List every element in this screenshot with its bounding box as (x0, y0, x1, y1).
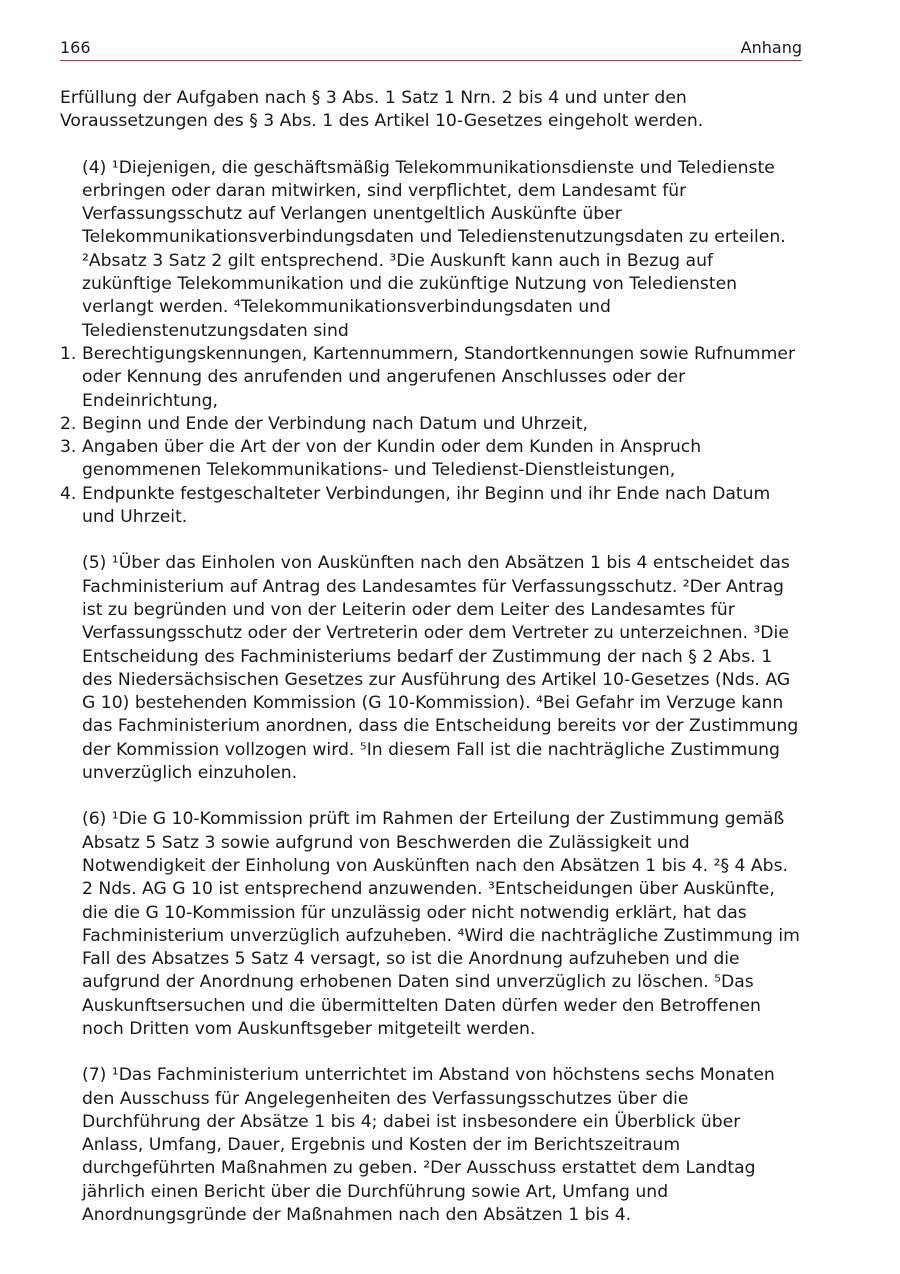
section-title: Anhang (740, 38, 802, 57)
list-item (60, 343, 802, 413)
running-header (60, 36, 802, 61)
list-item-number: 1. (60, 343, 77, 364)
list-item-number: 4. (60, 483, 77, 504)
page-number: 166 (60, 38, 91, 57)
list-item-text: Angaben über die Art der von der Kundin oder dem Kunden in Anspruch genommenen Telekommunikations- und Teledienst-Dienstleistungen, (82, 437, 702, 481)
list-item-text: Endpunkte festgeschalteter Verbindungen, ihr Beginn und ihr Ende nach Datum und Uhrzeit. (82, 483, 771, 528)
page-body (60, 87, 802, 1227)
paragraph-4: (4) ¹Diejenigen, die geschäftsmäßig Telekommunikationsdienste und Teledienste erbringen oder daran mitwirken, sind verpflichtet, dem Landesamt für Verfassungsschutz auf Verlangen unentgeltlich Auskünfte über Telekommunikationsverbindungsdaten und Teledienstenutzungsdaten zu erteilen. ²Absatz 3 Satz 2 gilt entsprechend. ³Die Auskunft kann auch in Bezug auf zukünftige Telekommunikation und die zukünftige Nutzung von Telediensten verlangt werden. ⁴Telekommunikationsverbindungsdaten und Teledienstenutzungsdaten sind (82, 157, 786, 341)
list-item-number: 2. (60, 413, 77, 434)
list-item-number: 3. (60, 437, 77, 458)
list-item (60, 413, 802, 436)
paragraph-6: (6) ¹Die G 10-Kommission prüft im Rahmen der Erteilung der Zustimmung gemäß Absatz 5 Satz 3 sowie aufgrund von Beschwerden die Zulässigkeit und Notwendigkeit der Einholung von Auskünften nach den Absätzen 1 bis 4. ²§ 4 Abs. 2 Nds. AG G 10 ist entsprechend anzuwenden. ³Entscheidungen über Auskünfte, die die G 10-Kommission für unzulässig oder nicht notwendig erklärt, hat das Fachministerium unverzüglich aufzuheben. ⁴Wird die nachträgliche Zustimmung im Fall des Absatzes 5 Satz 4 versagt, so ist die Anordnung aufzuheben und die aufgrund der Anordnung erhobenen Daten sind unverzüglich zu löschen. ⁵Das Auskunftsersuchen und die übermittelten Daten dürfen weder den Betroffenen noch Dritten vom Auskunftsgeber mitgeteilt werden. (82, 809, 800, 1039)
list-item-text: Berechtigungskennungen, Kartennummern, Standortkennungen sowie Rufnummer oder Kennung des anrufenden und angerufenen Anschlusses oder der Endeinrichtung, (82, 343, 796, 411)
paragraph-7: (7) ¹Das Fachministerium unterrichtet im Abstand von höchstens sechs Monaten den Ausschuss für Angelegenheiten des Verfassungsschutzes über die Durchführung der Absätze 1 bis 4; dabei ist insbesondere ein Überblick über Anlass, Umfang, Dauer, Ergebnis und Kosten der im Berichtszeitraum durchgeführten Maßnahmen zu geben. ²Der Ausschuss erstattet dem Landtag jährlich einen Bericht über die Durchführung sowie Art, Umfang und Anordnungsgründe der Maßnahmen nach den Absätzen 1 bis 4. (82, 1065, 775, 1226)
list-item (60, 436, 802, 483)
paragraph-intro: Erfüllung der Aufgaben nach § 3 Abs. 1 Satz 1 Nrn. 2 bis 4 und unter den Voraussetzungen des § 3 Abs. 1 des Artikel 10-Gesetzes eingeholt werden. (60, 88, 704, 132)
data-type-list (60, 343, 802, 529)
paragraph-5: (5) ¹Über das Einholen von Auskünften nach den Absätzen 1 bis 4 entscheidet das Fachministerium auf Antrag des Landesamtes für Verfassungsschutz. ²Der Antrag ist zu begründen und von der Leiterin oder dem Leiter des Landesamtes für Verfassungsschutz oder der Vertreterin oder dem Vertreter zu unterzeichnen. ³Die Entscheidung des Fachministeriums bedarf der Zustimmung der nach § 2 Abs. 1 des Niedersächsischen Gesetzes zur Ausführung des Artikel 10-Gesetzes (Nds. AG G 10) bestehenden Kommission (G 10-Kommission). ⁴Bei Gefahr im Verzuge kann das Fachministerium anordnen, dass die Entscheidung bereits vor der Zustimmung der Kommission vollzogen wird. ⁵In diesem Fall ist die nachträgliche Zustimmung unverzüglich einzuholen. (82, 553, 799, 784)
list-item (60, 483, 802, 530)
list-item-text: Beginn und Ende der Verbindung nach Datum und Uhrzeit, (82, 413, 588, 434)
